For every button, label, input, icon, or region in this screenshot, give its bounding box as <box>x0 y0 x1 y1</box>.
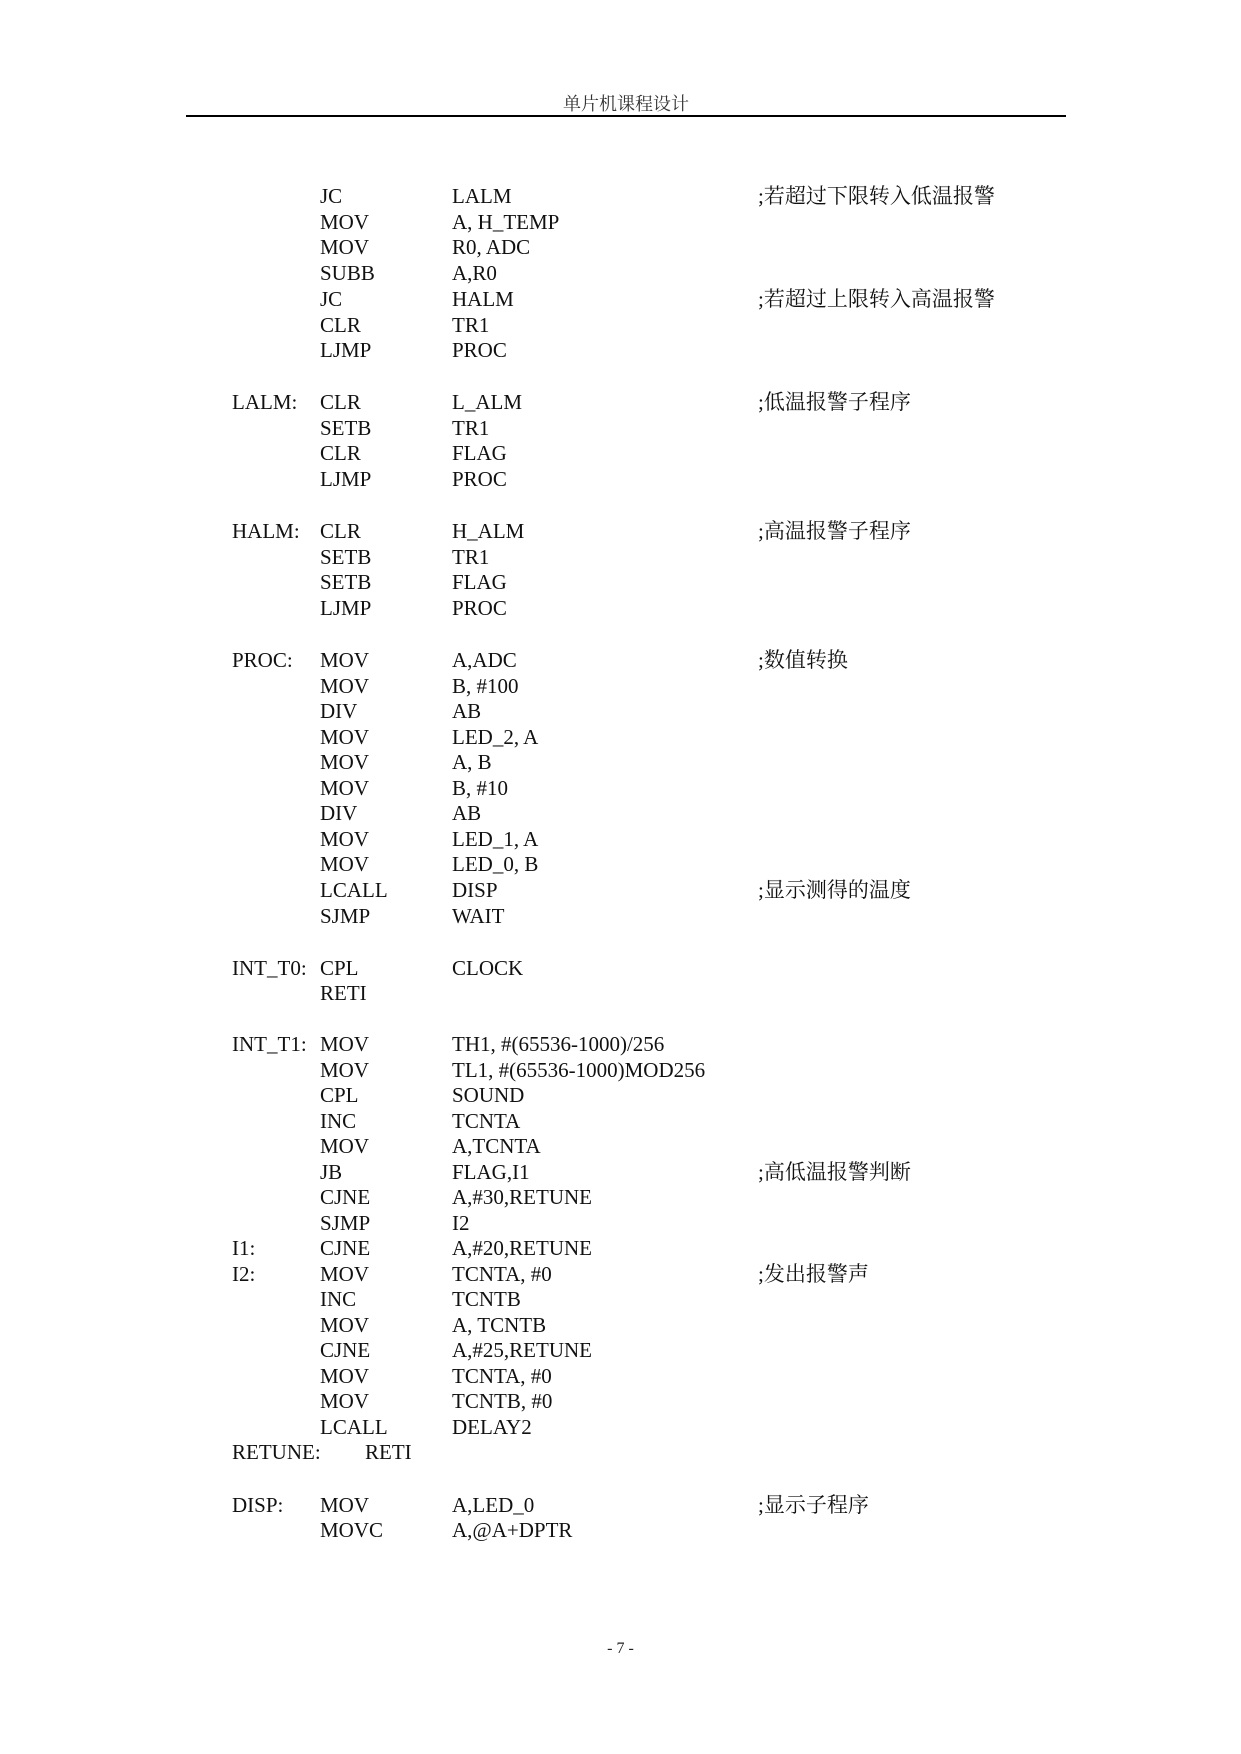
code-operand: TL1, #(65536-1000)MOD256 <box>452 1058 706 1082</box>
code-line <box>0 1492 1241 1518</box>
code-label: INT_T1: <box>232 1032 307 1056</box>
code-opcode: LJMP <box>320 596 372 620</box>
code-operand: R0, ADC <box>452 235 531 259</box>
code-line <box>0 1235 1241 1261</box>
code-operand: WAIT <box>452 904 505 928</box>
code-line <box>0 466 1241 492</box>
code-label: INT_T0: <box>232 956 307 980</box>
code-line <box>0 698 1241 724</box>
code-comment: ;若超过上限转入高温报警 <box>758 287 995 311</box>
code-operand: A,LED_0 <box>452 1493 535 1517</box>
code-line <box>0 673 1241 699</box>
code-opcode: MOV <box>320 1364 370 1388</box>
code-opcode: LJMP <box>320 467 372 491</box>
code-line <box>0 1108 1241 1134</box>
code-operand: PROC <box>452 338 507 362</box>
code-operand: A,ADC <box>452 648 517 672</box>
code-opcode: JC <box>320 287 343 311</box>
code-label: I2: <box>232 1262 256 1286</box>
code-operand: I2 <box>452 1211 470 1235</box>
code-operand: A, B <box>452 750 492 774</box>
code-comment: ;若超过下限转入低温报警 <box>758 184 995 208</box>
code-opcode: CJNE <box>320 1338 371 1362</box>
code-opcode: MOV <box>320 235 370 259</box>
code-opcode: MOV <box>320 674 370 698</box>
code-comment: ;高低温报警判断 <box>758 1160 911 1184</box>
code-operand: A,#20,RETUNE <box>452 1236 592 1260</box>
code-opcode: MOV <box>320 1493 370 1517</box>
code-operand: LED_0, B <box>452 852 539 876</box>
code-label: RETUNE: <box>232 1440 321 1464</box>
code-operand: LED_2, A <box>452 725 539 749</box>
code-line <box>0 1261 1241 1287</box>
code-opcode: MOV <box>320 1389 370 1413</box>
code-line <box>0 903 1241 929</box>
code-line <box>0 775 1241 801</box>
code-line <box>0 183 1241 209</box>
code-operand: LALM <box>452 184 512 208</box>
code-line <box>0 569 1241 595</box>
code-operand: A,TCNTA <box>452 1134 541 1158</box>
code-line <box>0 389 1241 415</box>
code-line <box>0 1363 1241 1389</box>
code-line <box>0 724 1241 750</box>
code-line <box>0 955 1241 981</box>
code-opcode: CJNE <box>320 1236 371 1260</box>
code-line <box>0 1057 1241 1083</box>
code-line <box>0 260 1241 286</box>
code-operand: A,#30,RETUNE <box>452 1185 592 1209</box>
code-operand: DELAY2 <box>452 1415 532 1439</box>
code-line <box>0 1414 1241 1440</box>
code-opcode: SETB <box>320 416 372 440</box>
code-opcode: CLR <box>320 313 361 337</box>
code-line <box>0 1517 1241 1543</box>
code-line <box>0 1031 1241 1057</box>
code-opcode: CPL <box>320 956 359 980</box>
code-operand: FLAG <box>452 441 507 465</box>
code-line <box>0 1082 1241 1108</box>
code-line <box>0 234 1241 260</box>
code-opcode: MOV <box>320 725 370 749</box>
code-operand: CLOCK <box>452 956 524 980</box>
code-opcode: MOV <box>320 776 370 800</box>
code-opcode: MOV <box>320 1058 370 1082</box>
code-opcode: SJMP <box>320 1211 371 1235</box>
code-operand: HALM <box>452 287 514 311</box>
code-opcode: MOV <box>320 852 370 876</box>
code-line <box>0 851 1241 877</box>
code-opcode: INC <box>320 1109 357 1133</box>
code-operand: PROC <box>452 467 507 491</box>
code-label: DISP: <box>232 1493 284 1517</box>
code-line <box>0 826 1241 852</box>
code-line <box>0 209 1241 235</box>
code-label: PROC: <box>232 648 293 672</box>
code-operand: A,#25,RETUNE <box>452 1338 592 1362</box>
header-rule <box>186 115 1066 117</box>
code-line <box>0 1286 1241 1312</box>
code-opcode: SETB <box>320 570 372 594</box>
code-operand: TCNTB, #0 <box>452 1389 553 1413</box>
code-opcode: JC <box>320 184 343 208</box>
code-line <box>0 312 1241 338</box>
code-opcode: MOV <box>320 1032 370 1056</box>
code-label: HALM: <box>232 519 300 543</box>
code-opcode: CPL <box>320 1083 359 1107</box>
code-comment: ;发出报警声 <box>758 1262 869 1286</box>
code-line <box>0 800 1241 826</box>
code-line <box>0 1184 1241 1210</box>
code-operand: B, #10 <box>452 776 509 800</box>
code-operand: FLAG <box>452 570 507 594</box>
page-header: 单片机课程设计 <box>563 94 689 114</box>
code-operand: A, H_TEMP <box>452 210 560 234</box>
code-operand: SOUND <box>452 1083 525 1107</box>
code-opcode: CLR <box>320 441 361 465</box>
code-line <box>0 286 1241 312</box>
code-operand: A, TCNTB <box>452 1313 547 1337</box>
code-line <box>0 749 1241 775</box>
code-line <box>0 595 1241 621</box>
code-opcode: CLR <box>320 390 361 414</box>
code-line <box>0 337 1241 363</box>
code-opcode: MOV <box>320 827 370 851</box>
code-operand: FLAG,I1 <box>452 1160 530 1184</box>
code-operand: TCNTA, #0 <box>452 1262 552 1286</box>
page-number: - 7 - <box>607 1640 634 1657</box>
code-operand: TH1, #(65536-1000)/256 <box>452 1032 665 1056</box>
code-operand: L_ALM <box>452 390 522 414</box>
code-comment: ;显示子程序 <box>758 1493 869 1517</box>
code-opcode: SETB <box>320 545 372 569</box>
code-line <box>0 1159 1241 1185</box>
code-comment: ;数值转换 <box>758 648 848 672</box>
code-operand: LED_1, A <box>452 827 539 851</box>
code-operand: TR1 <box>452 313 490 337</box>
code-line <box>0 1337 1241 1363</box>
code-operand: TR1 <box>452 545 490 569</box>
code-opcode: CJNE <box>320 1185 371 1209</box>
code-line <box>0 1439 1241 1465</box>
code-operand: A,@A+DPTR <box>452 1518 573 1542</box>
code-line <box>0 1312 1241 1338</box>
code-opcode: DIV <box>320 699 358 723</box>
code-line <box>0 544 1241 570</box>
code-operand: AB <box>452 801 482 825</box>
code-operand: H_ALM <box>452 519 525 543</box>
code-operand: TCNTB <box>452 1287 521 1311</box>
code-label: LALM: <box>232 390 298 414</box>
code-opcode: MOVC <box>320 1518 384 1542</box>
code-opcode: RETI <box>365 1440 412 1464</box>
code-opcode: JB <box>320 1160 343 1184</box>
code-opcode: LCALL <box>320 1415 388 1439</box>
code-line <box>0 440 1241 466</box>
code-opcode: MOV <box>320 1134 370 1158</box>
code-line <box>0 415 1241 441</box>
code-opcode: LJMP <box>320 338 372 362</box>
code-opcode: LCALL <box>320 878 388 902</box>
code-operand: A,R0 <box>452 261 497 285</box>
code-opcode: SUBB <box>320 261 375 285</box>
code-line <box>0 1133 1241 1159</box>
code-operand: TR1 <box>452 416 490 440</box>
code-opcode: CLR <box>320 519 361 543</box>
code-opcode: MOV <box>320 1262 370 1286</box>
code-operand: AB <box>452 699 482 723</box>
code-line <box>0 1388 1241 1414</box>
code-label: I1: <box>232 1236 256 1260</box>
code-comment: ;高温报警子程序 <box>758 519 911 543</box>
code-line <box>0 647 1241 673</box>
code-line <box>0 518 1241 544</box>
code-opcode: MOV <box>320 210 370 234</box>
code-opcode: SJMP <box>320 904 371 928</box>
code-line <box>0 1210 1241 1236</box>
code-operand: DISP <box>452 878 498 902</box>
code-opcode: RETI <box>320 981 367 1005</box>
code-line <box>0 877 1241 903</box>
code-comment: ;显示测得的温度 <box>758 878 911 902</box>
code-comment: ;低温报警子程序 <box>758 390 911 414</box>
code-operand: PROC <box>452 596 507 620</box>
code-opcode: MOV <box>320 648 370 672</box>
code-operand: B, #100 <box>452 674 519 698</box>
code-line <box>0 980 1241 1006</box>
code-opcode: MOV <box>320 750 370 774</box>
code-opcode: DIV <box>320 801 358 825</box>
code-opcode: INC <box>320 1287 357 1311</box>
code-operand: TCNTA, #0 <box>452 1364 552 1388</box>
code-operand: TCNTA <box>452 1109 521 1133</box>
code-opcode: MOV <box>320 1313 370 1337</box>
